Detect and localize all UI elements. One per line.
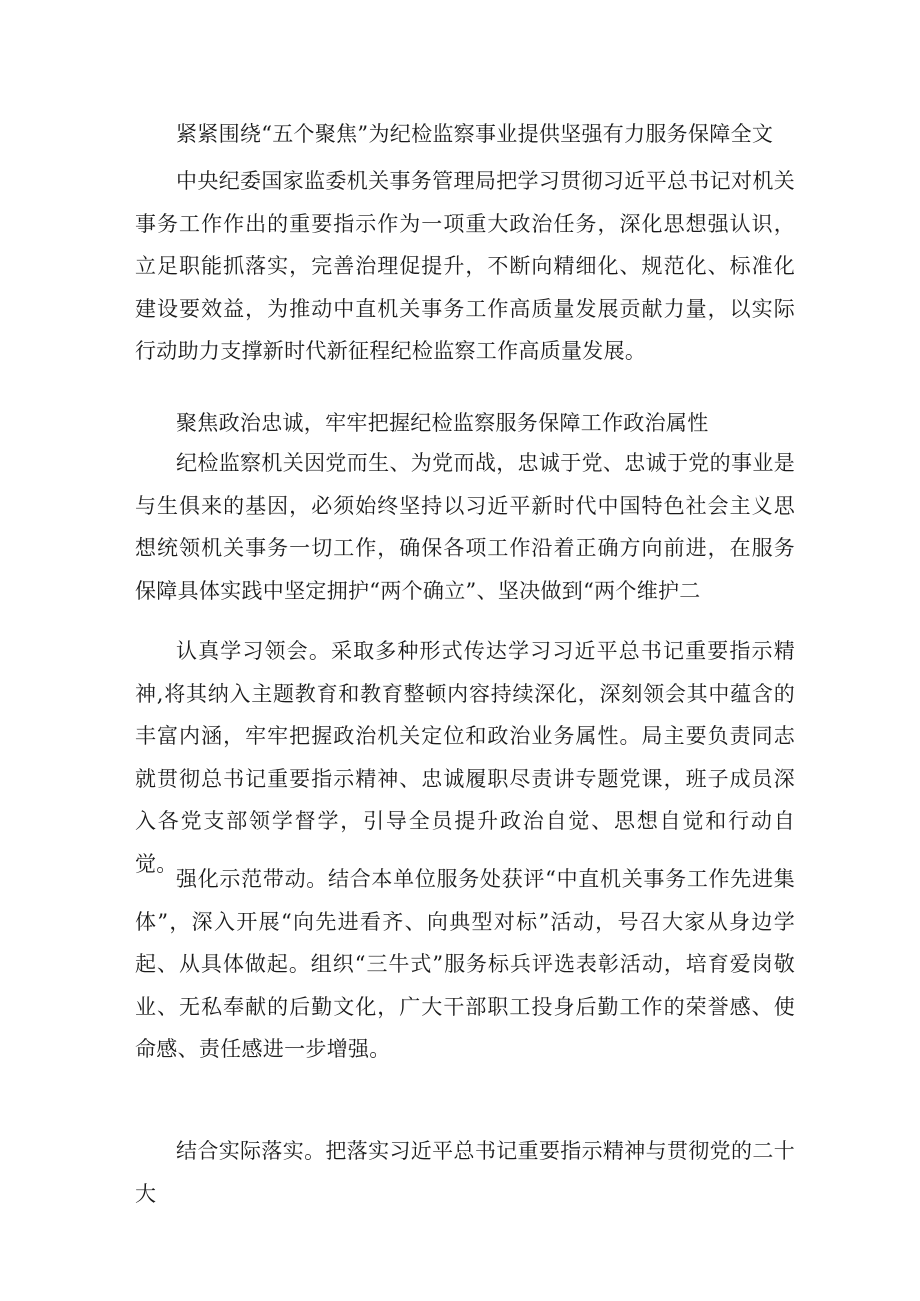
paragraph-demonstration: 强化示范带动。结合本单位服务处获评“中直机关事务工作先进集体”，深入开展“向先进看齐、向典型对标”活动，号召大家从身边学起、从具体做起。组织“三牛式”服务标兵评选表彰活动，培育爱岗敬业、无私奉献的后勤文化，广大干部职工投身后勤工作的荣誉感、使命感、责任感进一步增强。 — [135, 867, 795, 1061]
paragraph-implementation: 结合实际落实。把落实习近平总书记重要指示精神与贯彻党的二十大 — [135, 1139, 795, 1206]
paragraph-political-loyalty: 纪检监察机关因党而生、为党而战，忠诚于党、忠诚于党的事业是与生俱来的基因，必须始终坚持以习近平新时代中国特色社会主义思想统领机关事务一切工作，确保各项工作沿着正确方向前进，在服务保障具体实践中坚定拥护“两个确立”、坚决做到“两个维护二 — [135, 451, 795, 603]
paragraph-intro: 中央纪委国家监委机关事务管理局把学习贯彻习近平总书记对机关事务工作作出的重要指示作为一项重大政治任务，深化思想强认识，立足职能抓落实，完善治理促提升，不断向精细化、规范化、标准化建设要效益，为推动中直机关事务工作高质量发展贡献力量，以实际行动助力支撑新时代新征程纪检监察工作高质量发展。 — [135, 169, 795, 363]
section-heading-political-loyalty: 聚焦政治忠诚，牢牢把握纪检监察服务保障工作政治属性 — [176, 411, 709, 435]
document-title: 紧紧围绕“五个聚焦”为纪检监察事业提供坚强有力服务保障全文 — [176, 122, 774, 146]
paragraph-study: 认真学习领会。采取多种形式传达学习习近平总书记重要指示精神,将其纳入主题教育和教育整顿内容持续深化，深刻领会其中蕴含的丰富内涵，牢牢把握政治机关定位和政治业务属性。局主要负责同志就贯彻总书记重要指示精神、忠诚履职尽责讲专题党课，班子成员深入各党支部领学督学，引导全员提升政治自觉、思想自觉和行动自觉。 — [135, 639, 795, 876]
